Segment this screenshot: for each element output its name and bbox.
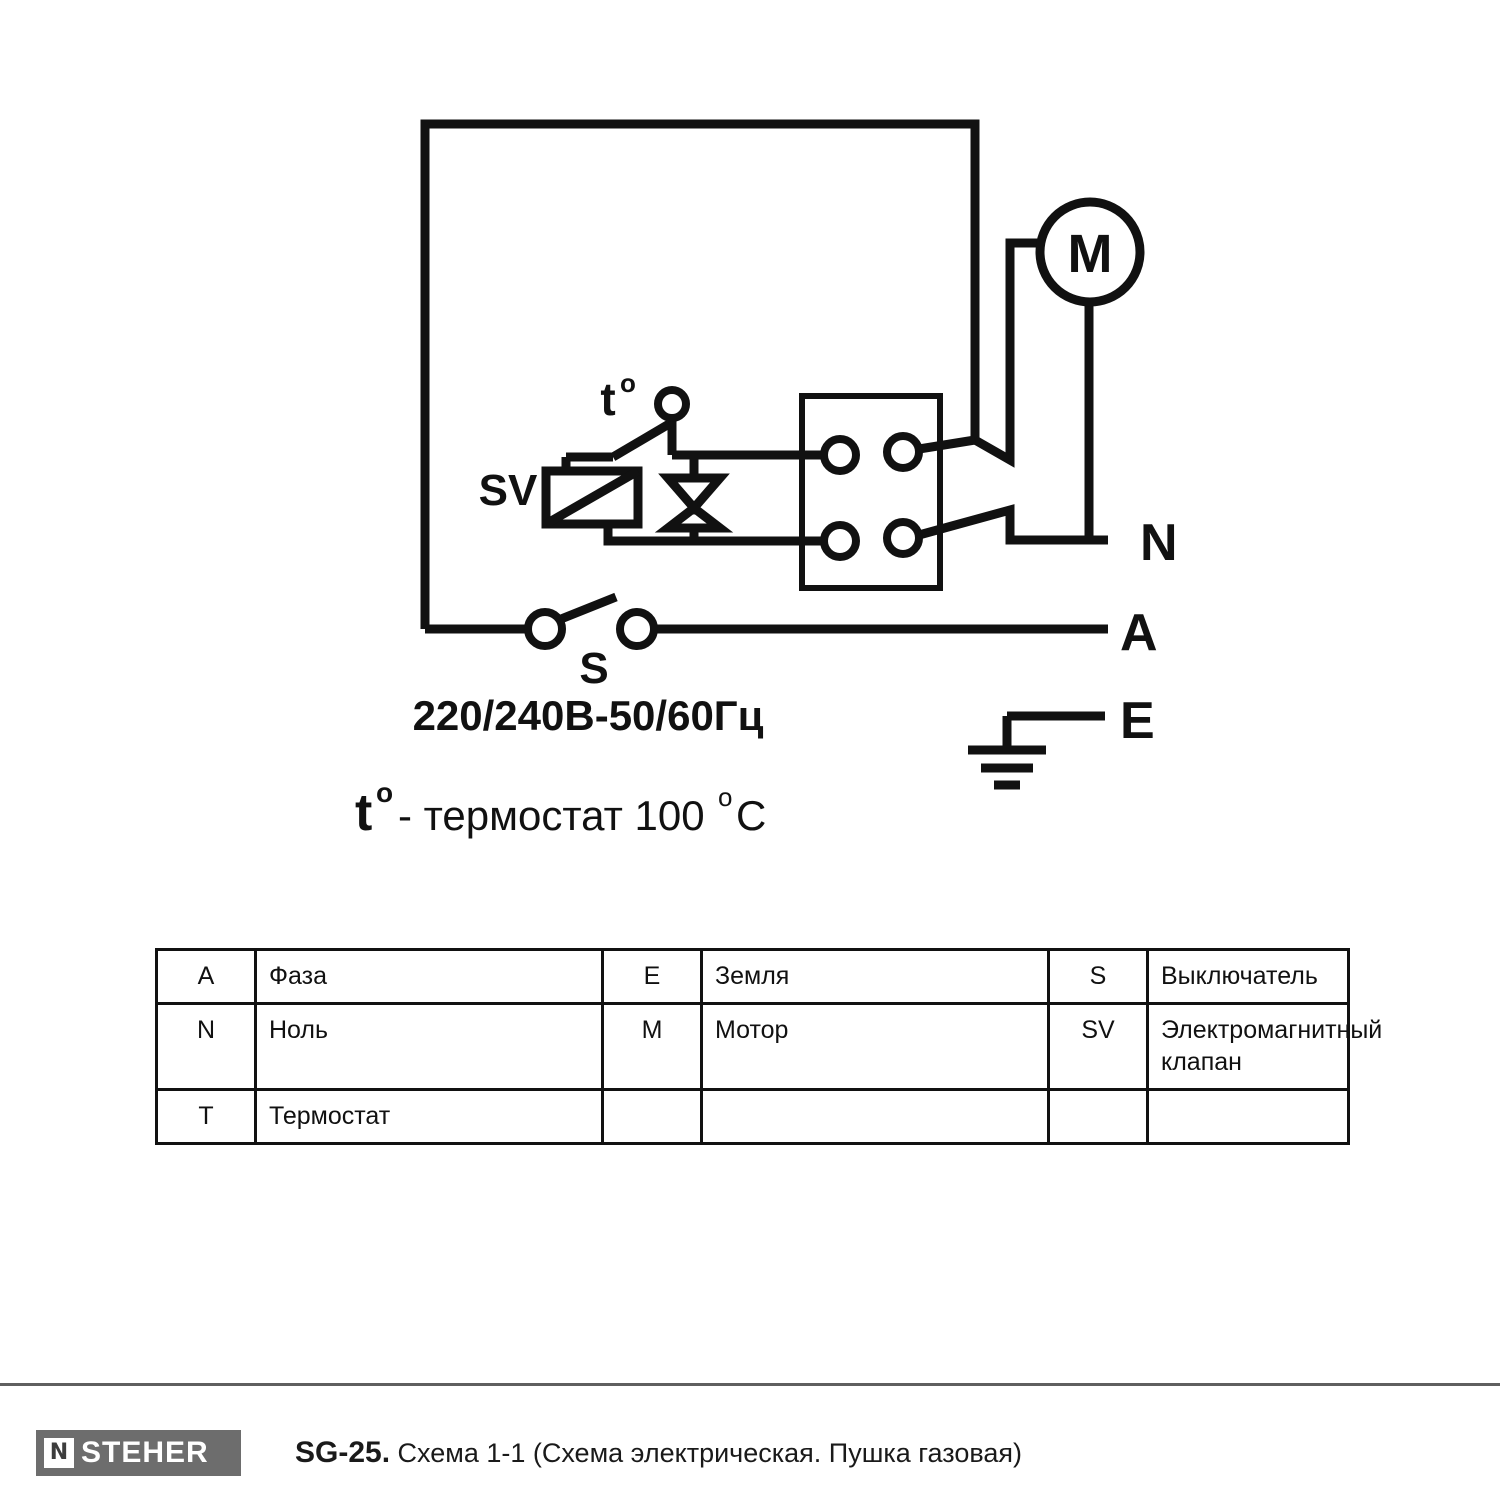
- legend-code: [1049, 1089, 1148, 1143]
- thermostat-blade: [613, 424, 669, 457]
- footer: [0, 1405, 1500, 1500]
- brand-logo: [36, 1430, 241, 1476]
- terminal4-neutral-wire: [919, 510, 1108, 540]
- sv-label: SV: [478, 466, 538, 515]
- figure-model: SG-25.: [295, 1435, 391, 1469]
- legend-code: S: [1049, 950, 1148, 1004]
- motor-lead-wire: [975, 243, 1042, 460]
- switch-contact-right: [620, 612, 654, 646]
- phase-label: A: [1120, 604, 1158, 662]
- brand-name: STEHER: [81, 1435, 209, 1469]
- valve-lower: [668, 508, 720, 528]
- legend-code: M: [603, 1004, 702, 1090]
- legend-desc: Фаза: [256, 950, 603, 1004]
- motor-neutral-wire: [1089, 295, 1108, 540]
- legend-code: E: [603, 950, 702, 1004]
- legend-table-wrapper: [155, 948, 1383, 1145]
- table-row: [157, 1004, 1349, 1090]
- thermostat-note-temp-degree: o: [718, 782, 733, 812]
- thermostat-pivot: [658, 390, 686, 418]
- thermostat-degree-label: o: [620, 368, 636, 398]
- legend-desc: Термостат: [256, 1089, 603, 1143]
- thermostat-symbol-label: t: [600, 373, 616, 425]
- neutral-label: N: [1140, 514, 1178, 572]
- brand-mark-icon: N: [44, 1438, 74, 1468]
- table-row: [157, 1089, 1349, 1143]
- legend-code: A: [157, 950, 256, 1004]
- legend-desc: Ноль: [256, 1004, 603, 1090]
- figure-caption: [295, 1436, 1022, 1470]
- thermostat-note-symbol: t: [355, 784, 373, 842]
- motor-label: M: [1067, 224, 1113, 284]
- terminal-block: [802, 396, 940, 588]
- legend-desc: Электромагнитный клапан: [1148, 1004, 1349, 1090]
- figure-caption-text: Схема 1-1 (Схема электрическая. Пушка газовая): [390, 1437, 1023, 1468]
- thermostat-note-text: - термостат 100: [398, 792, 705, 839]
- thermostat-note-unit: C: [736, 792, 767, 839]
- legend-code: N: [157, 1004, 256, 1090]
- legend-code: T: [157, 1089, 256, 1143]
- switch-contact-left: [528, 612, 562, 646]
- legend-desc: Земля: [702, 950, 1049, 1004]
- legend-code: SV: [1049, 1004, 1148, 1090]
- terminal-2: [887, 436, 919, 468]
- switch-blade: [556, 597, 616, 621]
- legend-desc: Выключатель: [1148, 950, 1349, 1004]
- terminal-4: [887, 522, 919, 554]
- terminal-1: [824, 439, 856, 471]
- thermostat-note-degree: o: [376, 777, 394, 808]
- legend-code: [603, 1089, 702, 1143]
- terminal-3: [824, 525, 856, 557]
- switch-label: S: [579, 644, 609, 693]
- footer-divider: [0, 1383, 1500, 1386]
- table-row: [157, 950, 1349, 1004]
- legend-table: [155, 948, 1383, 1145]
- legend-desc: Мотор: [702, 1004, 1049, 1090]
- earth-label: E: [1120, 692, 1155, 750]
- supply-note: 220/240В-50/60Гц: [412, 692, 764, 739]
- legend-desc: [1148, 1089, 1349, 1143]
- legend-desc: [702, 1089, 1049, 1143]
